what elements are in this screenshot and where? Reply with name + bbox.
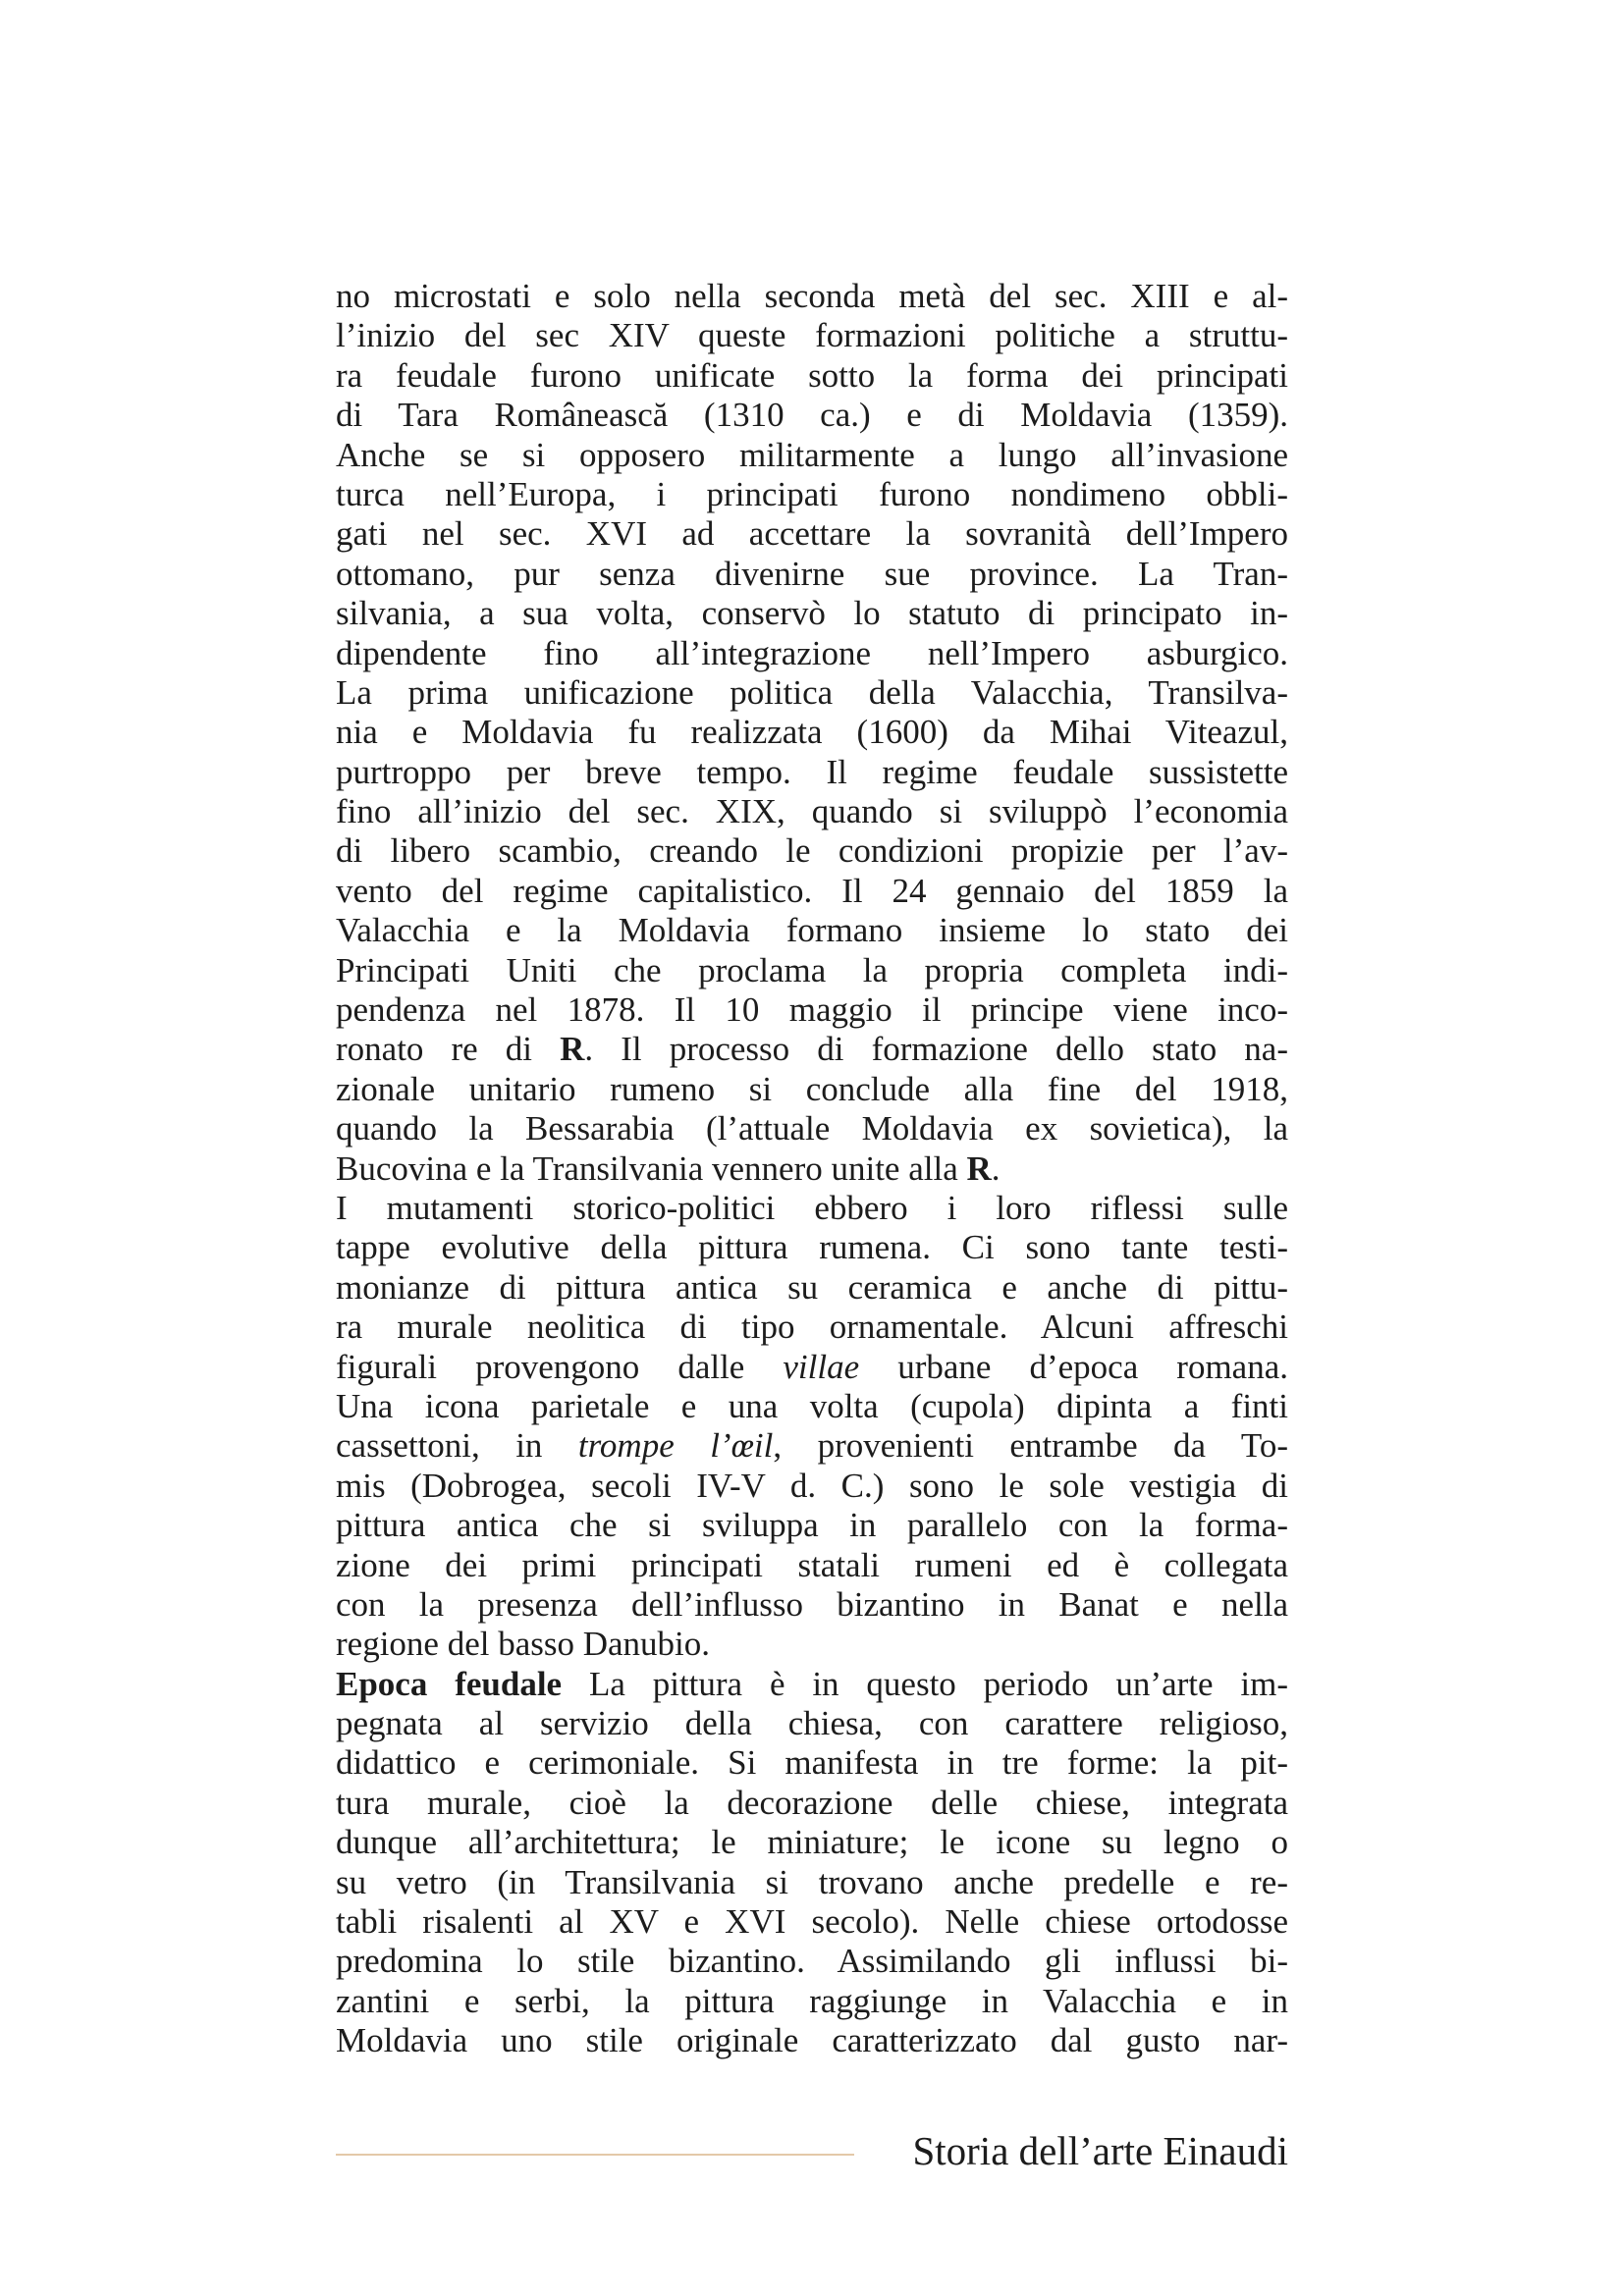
text-line: purtroppo per breve tempo. Il regime feudale sussistette xyxy=(336,752,1288,791)
text-line: cassettoni, in trompe l’œil, provenienti entrambe da To- xyxy=(336,1426,1288,1466)
text-line: nia e Moldavia fu realizzata (1600) da Mihai Viteazul, xyxy=(336,713,1288,752)
text-line: didattico e cerimoniale. Si manifesta in tre forme: la pit- xyxy=(336,1743,1288,1783)
text-line: regione del basso Danubio. xyxy=(336,1625,711,1664)
text-line: quando la Bessarabia (l’attuale Moldavia ex sovietica), la xyxy=(336,1109,1288,1148)
text-line: tabli risalenti al XV e XVI secolo). Nelle chiese ortodosse xyxy=(336,1902,1288,1942)
footer-rule xyxy=(336,2154,854,2156)
text-line: ra feudale furono unificate sotto la forma dei principati xyxy=(336,355,1288,395)
text-line: ronato re di R. Il processo di formazione dello stato na- xyxy=(336,1030,1288,1069)
text-line: figurali provengono dalle villae urbane d’epoca romana. xyxy=(336,1347,1288,1386)
text-line: dipendente fino all’integrazione nell’Impero asburgico. xyxy=(336,633,1288,672)
text-line: no microstati e solo nella seconda metà del sec. XIII e al- xyxy=(336,277,1288,315)
section-heading: Epoca feudale xyxy=(336,1664,563,1703)
bold-abbrev: R xyxy=(966,1148,992,1188)
text-line: I mutamenti storico-politici ebbero i loro riflessi sulle xyxy=(336,1188,1288,1227)
text-line: Bucovina e la Transilvania vennero unite alla R. xyxy=(336,1148,1001,1188)
text-line: silvania, a sua volta, conservò lo statuto di principato in- xyxy=(336,594,1288,633)
footer-publication-title: Storia dell’arte Einaudi xyxy=(912,2128,1288,2173)
text-line: tappe evolutive della pittura rumena. Ci sono tante testi- xyxy=(336,1228,1288,1267)
body-text xyxy=(336,277,1288,2061)
text-line: Epoca feudale La pittura è in questo periodo un’arte im- xyxy=(336,1664,1288,1703)
text-line: zionale unitario rumeno si conclude alla fine del 1918, xyxy=(336,1069,1288,1108)
text-line: predomina lo stile bizantino. Assimilando gli influssi bi- xyxy=(336,1942,1288,1981)
text-line: La prima unificazione politica della Valacchia, Transilva- xyxy=(336,672,1288,712)
text-line: Valacchia e la Moldavia formano insieme lo stato dei xyxy=(336,911,1288,950)
text-line: con la presenza dell’influsso bizantino in Banat e nella xyxy=(336,1584,1288,1624)
text-line: ottomano, pur senza divenirne sue province. La Tran- xyxy=(336,554,1288,593)
text-line: Principati Uniti che proclama la propria completa indi- xyxy=(336,950,1288,989)
text-line: di libero scambio, creando le condizioni propizie per l’av- xyxy=(336,831,1288,871)
text-line: pittura antica che si sviluppa in parallelo con la forma- xyxy=(336,1506,1288,1545)
text-line: ra murale neolitica di tipo ornamentale. Alcuni affreschi xyxy=(336,1308,1288,1347)
bold-abbrev: R xyxy=(560,1030,585,1069)
text-line: tura murale, cioè la decorazione delle chiese, integrata xyxy=(336,1783,1288,1822)
text-line: pendenza nel 1878. Il 10 maggio il principe viene inco- xyxy=(336,990,1288,1030)
text-line: dunque all’architettura; le miniature; le icone su legno o xyxy=(336,1823,1288,1862)
text-line: zione dei primi principati statali rumeni ed è collegata xyxy=(336,1545,1288,1584)
text-line: pegnata al servizio della chiesa, con carattere religioso, xyxy=(336,1704,1288,1743)
text-line: fino all’inizio del sec. XIX, quando si sviluppò l’economia xyxy=(336,792,1288,831)
text-line: di Tara Românească (1310 ca.) e di Moldavia (1359). xyxy=(336,396,1288,435)
text-line: Moldavia uno stile originale caratterizzato dal gusto nar- xyxy=(336,2021,1288,2060)
text-line: zantini e serbi, la pittura raggiunge in Valacchia e in xyxy=(336,1981,1288,2020)
text-line: vento del regime capitalistico. Il 24 gennaio del 1859 la xyxy=(336,871,1288,910)
italic-term: villae xyxy=(783,1347,860,1386)
text-line: gati nel sec. XVI ad accettare la sovranità dell’Impero xyxy=(336,514,1288,554)
text-line: su vetro (in Transilvania si trovano anche predelle e re- xyxy=(336,1862,1288,1901)
italic-term: trompe l’œil xyxy=(577,1426,774,1466)
text-line: turca nell’Europa, i principati furono nondimeno obbli- xyxy=(336,474,1288,513)
text-line: Una icona parietale e una volta (cupola) dipinta a finti xyxy=(336,1386,1288,1425)
text-line: mis (Dobrogea, secoli IV-V d. C.) sono le sole vestigia di xyxy=(336,1466,1288,1505)
text-line: l’inizio del sec XIV queste formazioni politiche a struttu- xyxy=(336,316,1288,355)
text-line: monianze di pittura antica su ceramica e anche di pittu- xyxy=(336,1267,1288,1307)
text-line: Anche se si opposero militarmente a lungo all’invasione xyxy=(336,435,1288,474)
